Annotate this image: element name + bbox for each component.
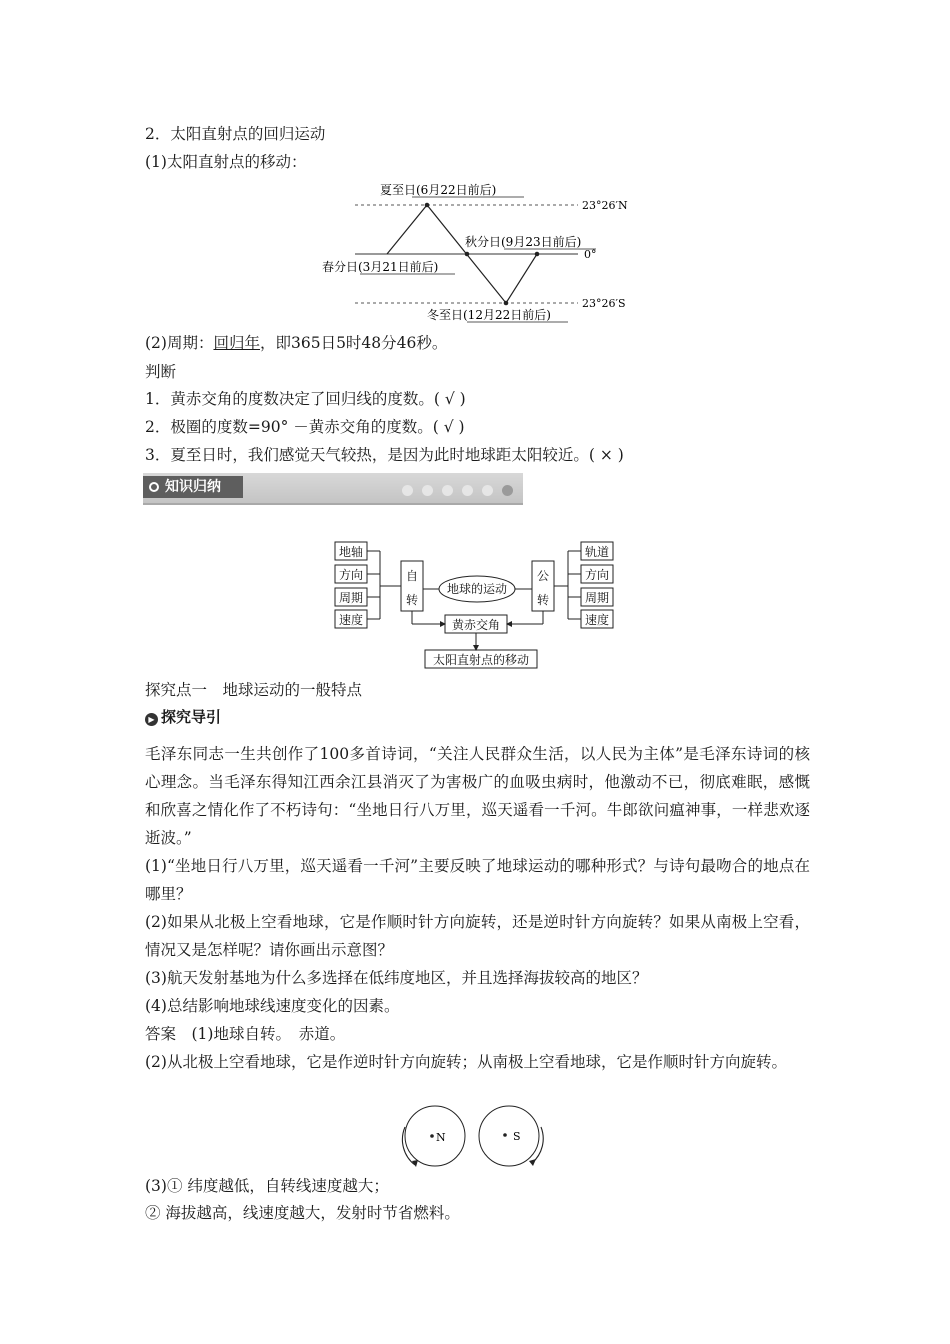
concept-left-item: 方向 xyxy=(339,568,364,582)
north-label: N xyxy=(436,1131,446,1144)
concept-right-item: 速度 xyxy=(585,613,610,627)
judge-item: 1．黄赤交角的度数决定了回归线的度数。( √ ) xyxy=(145,390,466,408)
concept-revolution-char: 转 xyxy=(537,593,550,607)
rotation-direction-sketch xyxy=(395,1103,555,1169)
concept-left-item: 周期 xyxy=(339,591,364,605)
concept-left-item: 速度 xyxy=(339,613,364,627)
answer-3b: ② 海拔越高，线速度越大，发射时节省燃料。 xyxy=(145,1204,460,1222)
question-2: (2)如果从北极上空看地球，它是作顺时针方向旋转，还是逆时针方向旋转？如果从南极上空看，情况又是怎样呢？请你画出示意图？ xyxy=(145,913,810,959)
concept-right-item: 方向 xyxy=(585,568,610,582)
knowledge-summary-banner xyxy=(143,473,523,505)
summer-label: 夏至日(6月22日前后) xyxy=(380,183,497,197)
question-4: (4)总结影响地球线速度变化的因素。 xyxy=(145,997,400,1015)
concept-rotation-char: 自 xyxy=(406,569,419,583)
concept-obliquity: 黄赤交角 xyxy=(451,618,501,632)
dot-icon xyxy=(442,485,453,496)
judge-item: 3．夏至日时，我们感觉天气较热，是因为此时地球距太阳较近。( × ) xyxy=(145,446,624,464)
dot-icon xyxy=(402,485,413,496)
lat-south-label: 23°26′S xyxy=(582,297,626,310)
section-heading: 2．太阳直射点的回归运动 xyxy=(145,125,326,143)
earth-motion-concept-map xyxy=(300,535,650,675)
judge-item: 2．极圈的度数=90° －黄赤交角的度数。( √ ) xyxy=(145,418,465,436)
lat-zero-label: 0° xyxy=(584,248,597,261)
concept-left-item: 地轴 xyxy=(339,545,364,559)
spring-equinox-point xyxy=(535,252,540,257)
tropical-year-term: 回归年 xyxy=(213,334,260,352)
south-label: S xyxy=(513,1130,521,1143)
explore-guide-tag: ▶ 探究导引 xyxy=(145,707,221,727)
winter-label: 冬至日(12月22日前后) xyxy=(427,308,551,322)
subheading-movement: (1)太阳直射点的移动： xyxy=(145,153,307,171)
winter-solstice-point xyxy=(504,301,509,306)
intro-paragraph: 毛泽东同志一生共创作了100多首诗词，“关注人民群众生活，以人民为主体”是毛泽东诗词的核心理念。当毛泽东得知江西余江县消灭了为害极广的血吸虫病时，他激动不已，彻底难眠，感慨和欣喜之情化作了不朽诗句：“坐地日行八万里，巡天遥看一千河。牛郎欲问瘟神事，一样悲欢逐逝波。” xyxy=(145,745,810,847)
explore-title: 探究点一 地球运动的一般特点 xyxy=(145,681,363,699)
concept-subsolar-movement: 太阳直射点的移动 xyxy=(432,653,530,667)
answer-1: 答案 (1)地球自转。 赤道。 xyxy=(145,1025,346,1043)
period-line: (2)周期：回归年，即365日5时48分46秒。 xyxy=(145,334,448,352)
subsolar-migration-diagram xyxy=(300,176,650,326)
autumn-equinox-point xyxy=(465,252,470,257)
play-icon: ▶ xyxy=(145,713,158,726)
decorative-dots xyxy=(393,481,513,500)
concept-right-item: 轨道 xyxy=(585,545,610,559)
concept-revolution-char: 公 xyxy=(537,569,550,583)
dot-icon xyxy=(482,485,493,496)
question-3: (3)航天发射基地为什么多选择在低纬度地区，并且选择海拔较高的地区？ xyxy=(145,969,648,987)
north-pole-globe xyxy=(405,1106,465,1166)
dot-icon xyxy=(422,485,433,496)
banner-tag: 知识归纳 xyxy=(143,476,243,498)
summer-solstice-point xyxy=(425,203,430,208)
lat-north-label: 23°26′N xyxy=(582,199,628,212)
judge-title: 判断 xyxy=(145,363,177,381)
south-pole-globe xyxy=(479,1106,539,1166)
concept-right-item: 周期 xyxy=(585,591,610,605)
clockwise-arrow-icon xyxy=(529,1159,536,1166)
answer-2: (2)从北极上空看地球，它是作逆时针方向旋转；从南极上空看地球，它是作顺时针方向旋转。 xyxy=(145,1053,787,1071)
dot-icon xyxy=(502,485,513,496)
spring-label: 春分日(3月21日前后) xyxy=(322,260,439,274)
dot-icon xyxy=(462,485,473,496)
circle-bullet-icon xyxy=(149,482,159,492)
question-1: (1)“坐地日行八万里，巡天遥看一千河”主要反映了地球运动的哪种形式？与诗句最吻合的地点在哪里？ xyxy=(145,857,810,903)
autumn-label: 秋分日(9月23日前后) xyxy=(465,235,582,249)
answer-3a: (3)① 纬度越低，自转线速度越大； xyxy=(145,1177,389,1195)
concept-center: 地球的运动 xyxy=(446,582,508,596)
concept-rotation-char: 转 xyxy=(406,593,419,607)
